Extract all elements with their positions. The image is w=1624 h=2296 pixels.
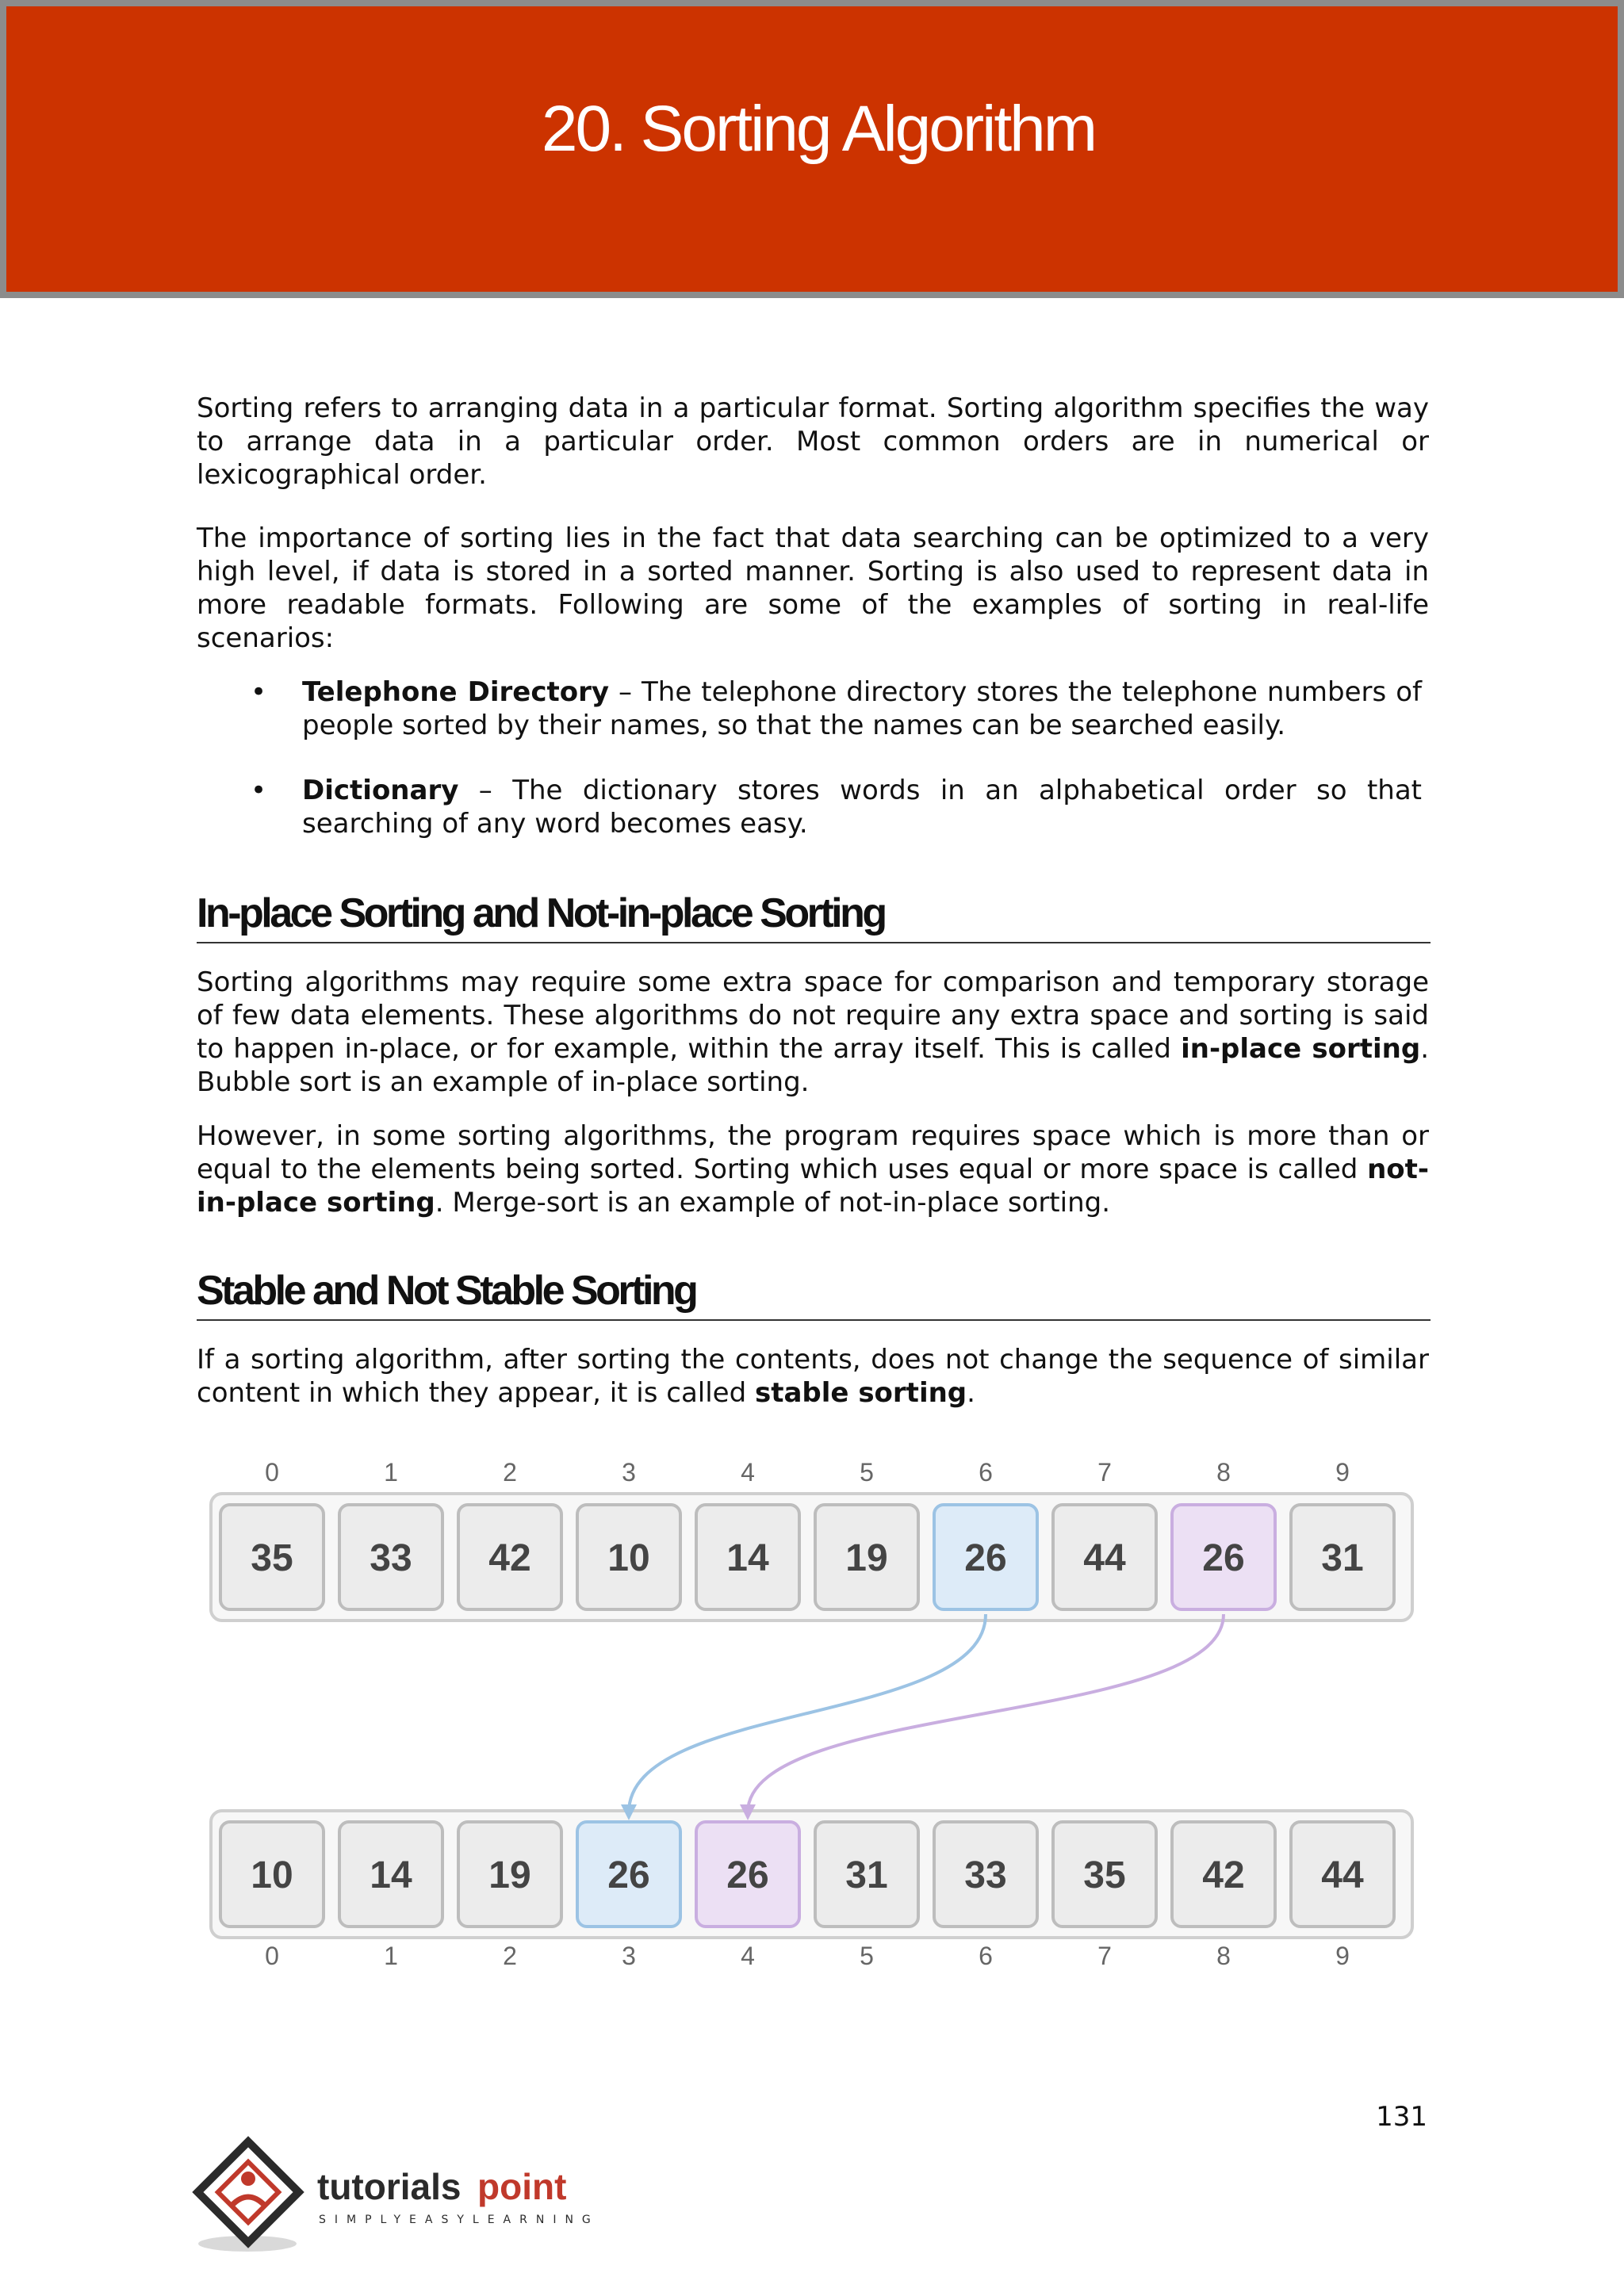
bottom-array-value: 44	[1321, 1854, 1364, 1896]
section1-text-1	[197, 966, 1429, 1099]
bottom-array-index: 0	[265, 1942, 279, 1970]
bullet-item-telephone	[197, 675, 1422, 742]
bottom-array-value: 19	[488, 1854, 531, 1896]
section1-paragraph-1	[197, 966, 1429, 1099]
bottom-array-value: 26	[607, 1854, 650, 1896]
top-array-index: 5	[860, 1458, 874, 1487]
bullet-term: Telephone Directory	[302, 676, 610, 708]
bottom-array-index: 8	[1216, 1942, 1231, 1970]
logo-diamond-icon	[197, 2141, 298, 2252]
top-array-index: 0	[265, 1458, 279, 1487]
top-array-index: 4	[741, 1458, 755, 1487]
logo-wordmark-a: tutorials	[317, 2166, 462, 2207]
bottom-array-value: 26	[726, 1854, 769, 1896]
bottom-array-index: 2	[503, 1942, 517, 1970]
top-array-index: 8	[1216, 1458, 1231, 1487]
bottom-array-value: 33	[964, 1854, 1007, 1896]
bold-term: not-in-place sorting	[197, 1154, 1429, 1219]
bottom-array-value: 10	[251, 1854, 293, 1896]
text-run: . Merge-sort is an example of not-in-place sorting.	[435, 1187, 1111, 1219]
bottom-array-value: 42	[1202, 1854, 1245, 1896]
bottom-array-value: 14	[370, 1854, 412, 1896]
section1-text-2	[197, 1119, 1429, 1219]
bottom-array-index: 4	[741, 1942, 755, 1970]
top-array-value: 33	[370, 1537, 412, 1579]
section-heading-inplace: In-place Sorting and Not-in-place Sorting	[197, 890, 1431, 943]
top-array-index: 1	[384, 1458, 398, 1487]
intro-text-1: Sorting refers to arranging data in a particular format. Sorting algorithm specifies the way to arrange data in a particular order. Most common orders are in numerical or lexicographical order.	[197, 392, 1429, 491]
text-run: However, in some sorting algorithms, the program requires space which is more than or equal to the elements being sorted. Sorting which uses equal or more space is called	[197, 1120, 1429, 1185]
bullet-icon: •	[251, 676, 267, 708]
intro-paragraph-1	[197, 392, 1429, 492]
bullet-text: – The dictionary stores words in an alphabetical order so that searching of any word becomes easy.	[302, 775, 1422, 840]
logo-wordmark-b: point	[477, 2166, 567, 2207]
top-array-index: 6	[979, 1458, 993, 1487]
chapter-title: 20. Sorting Algorithm	[541, 93, 1096, 165]
bottom-array-value: 31	[845, 1854, 888, 1896]
top-array-value: 19	[845, 1537, 888, 1579]
bottom-array-index: 5	[860, 1942, 874, 1970]
top-array-value: 14	[726, 1537, 769, 1579]
list-item	[197, 675, 1422, 742]
bullet-icon: •	[251, 775, 267, 806]
text-run: . Bubble sort is an example of in-place sorting.	[197, 1033, 1429, 1098]
bottom-array-index: 1	[384, 1942, 398, 1970]
top-array-value: 26	[1202, 1537, 1245, 1579]
bullet-term: Dictionary	[302, 775, 459, 806]
stable-sort-diagram	[197, 1449, 1434, 2004]
intro-text-2: The importance of sorting lies in the fact that data searching can be optimized to a very high level, if data is stored in a sorted manner. Sorting is also used to represent data in more readable formats. Following are some of the examples of sorting in real-life scenarios:	[197, 522, 1429, 654]
top-array-index: 7	[1097, 1458, 1112, 1487]
text-run: Sorting algorithms may require some extra space for comparison and temporary storage of few data elements. These algorithms do not require any extra space and sorting is said to happen in-place, or for example, within the array itself. This is called	[197, 966, 1429, 1065]
chapter-banner	[0, 0, 1624, 298]
bold-term: stable sorting	[755, 1377, 967, 1409]
section1-paragraph-2	[197, 1119, 1429, 1219]
top-array-value: 10	[607, 1537, 650, 1579]
section-heading-stable: Stable and Not Stable Sorting	[197, 1267, 1431, 1321]
bottom-array-value: 35	[1083, 1854, 1126, 1896]
bullet-item-dictionary	[197, 774, 1422, 840]
top-array-value: 35	[251, 1537, 293, 1579]
top-array-value: 42	[488, 1537, 531, 1579]
bottom-array-index: 6	[979, 1942, 993, 1970]
intro-paragraph-2	[197, 522, 1429, 655]
bullet-text: – The telephone directory stores the telephone numbers of people sorted by their names, so that the names can be searched easily.	[302, 676, 1423, 741]
section2-paragraph-1	[197, 1343, 1429, 1410]
bottom-array-index: 3	[622, 1942, 636, 1970]
tutorialspoint-logo	[190, 2133, 634, 2260]
top-array-value: 26	[964, 1537, 1007, 1579]
top-array-index: 3	[622, 1458, 636, 1487]
top-array-index: 2	[503, 1458, 517, 1487]
bottom-array-index: 7	[1097, 1942, 1112, 1970]
bottom-array-index: 9	[1335, 1942, 1350, 1970]
top-array-value: 44	[1083, 1537, 1126, 1579]
top-array-index: 9	[1335, 1458, 1350, 1487]
list-item	[197, 774, 1422, 840]
text-run: .	[967, 1377, 975, 1409]
section2-text-1	[197, 1343, 1429, 1410]
blue-move-arrow	[629, 1614, 986, 1812]
logo-tagline: SIMPLYEASYLEARNING	[319, 2214, 599, 2226]
top-array-value: 31	[1321, 1537, 1364, 1579]
page-number: 131	[1376, 2101, 1427, 2133]
pink-move-arrow	[748, 1614, 1224, 1812]
text-run: If a sorting algorithm, after sorting the contents, does not change the sequence of similar content in which they appear, it is called	[197, 1344, 1429, 1409]
bold-term: in-place sorting	[1181, 1033, 1421, 1065]
